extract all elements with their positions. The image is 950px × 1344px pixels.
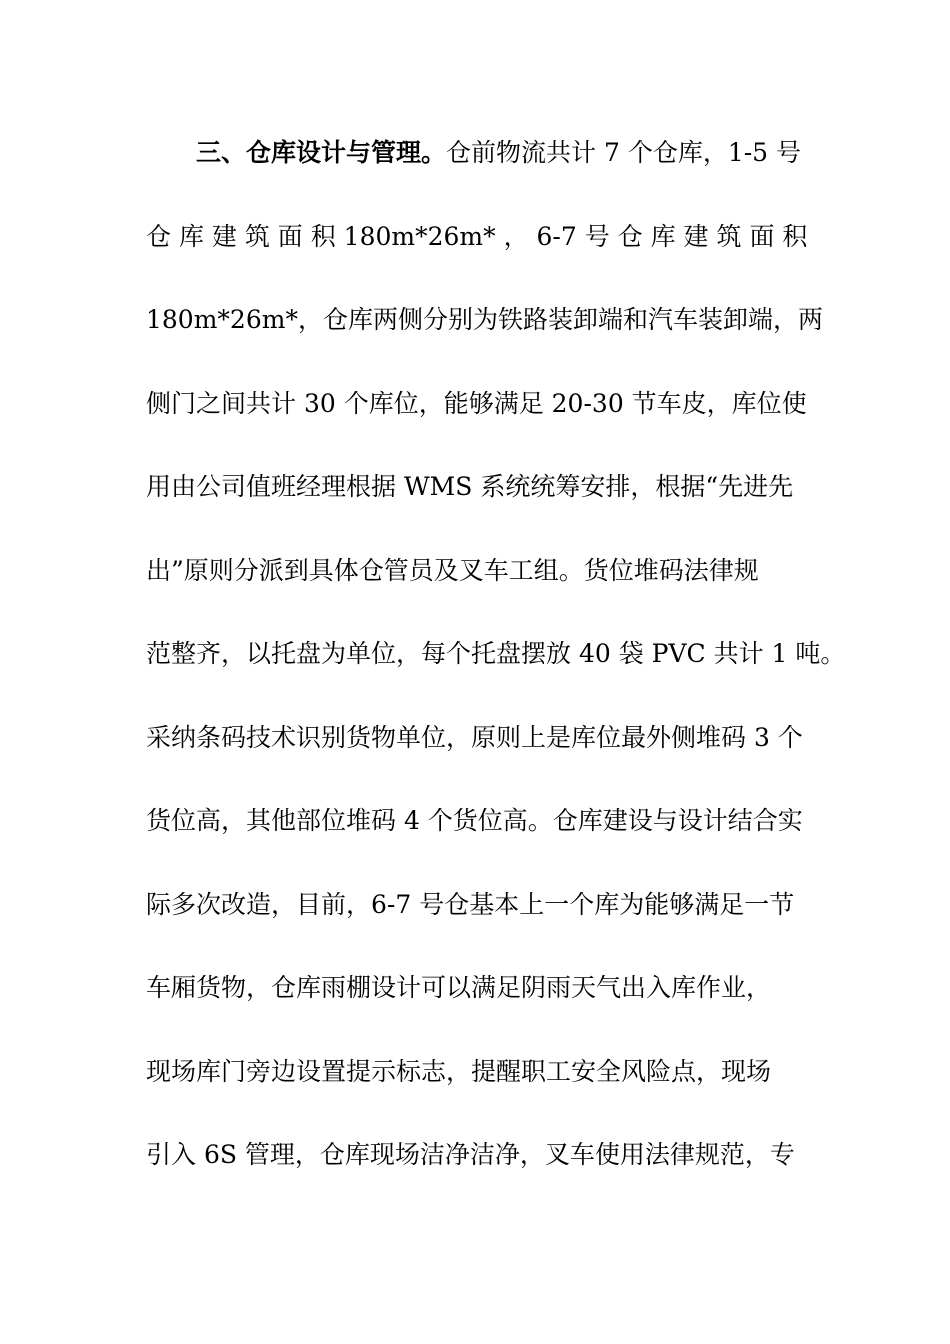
paragraph-text: 仓前物流共计 7 个仓库，1-5 号 — [446, 138, 802, 167]
paragraph-line-2: 仓 库 建 筑 面 积 180m*26m* ， 6-7 号 仓 库 建 筑 面 积 — [146, 221, 808, 251]
body-paragraph — [146, 127, 846, 1213]
paragraph-line-13: 引入 6S 管理，仓库现场洁净洁净，叉车使用法律规范，专 — [146, 1140, 795, 1169]
paragraph-line-6: 出”原则分派到具体仓管员及叉车工组。货位堆码法律规 — [146, 555, 759, 585]
paragraph-line-1 — [146, 127, 806, 211]
paragraph-line-12: 现场库门旁边设置提示标志，提醒职工安全风险点，现场 — [146, 1056, 772, 1086]
paragraph-line-8: 采纳条码技术识别货物单位，原则上是库位最外侧堆码 3 个 — [146, 722, 803, 752]
paragraph-line-7: 范整齐，以托盘为单位，每个托盘摆放 40 袋 PVC 共计 1 吨。 — [146, 639, 846, 668]
section-heading: 三、仓库设计与管理。 — [196, 138, 447, 167]
paragraph-line-11: 车厢货物，仓库雨棚设计可以满足阴雨天气出入库作业， — [146, 973, 772, 1002]
paragraph-line-5: 用由公司值班经理根据 WMS 系统统筹安排，根据“先进先 — [146, 472, 794, 501]
paragraph-line-9: 货位高，其他部位堆码 4 个货位高。仓库建设与设计结合实 — [146, 806, 803, 835]
paragraph-line-10: 际多次改造，目前，6-7 号仓基本上一个库为能够满足一节 — [146, 889, 795, 919]
paragraph-line-4: 侧门之间共计 30 个库位，能够满足 20-30 节车皮，库位使 — [146, 388, 807, 418]
paragraph-line-3: 180m*26m*，仓库两侧分别为铁路装卸端和汽车装卸端，两 — [146, 305, 823, 334]
